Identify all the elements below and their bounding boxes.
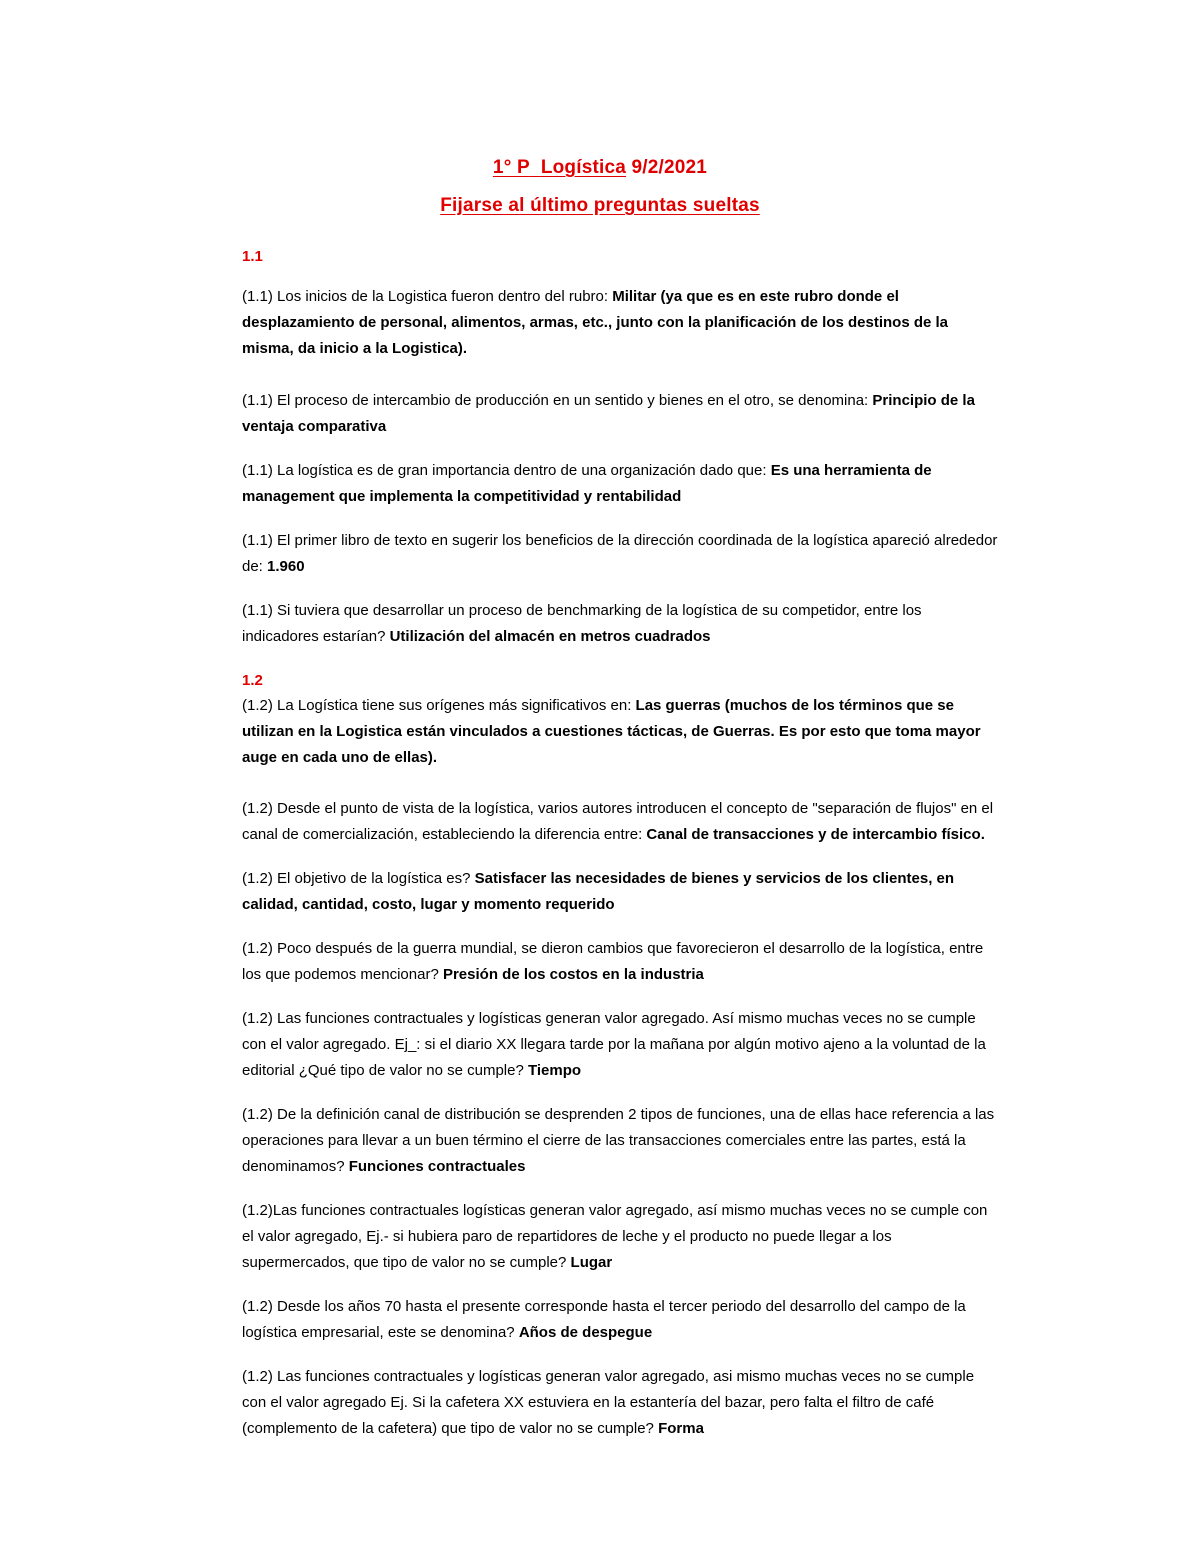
- answer-text: Utilización del almacén en metros cuadrados: [389, 628, 711, 645]
- question-item: (1.1) La logística es de gran importancia dentro de una organización dado que: Es una herramienta de management que implementa la competitividad y rentabilidad: [242, 462, 932, 505]
- question-item: (1.2)Las funciones contractuales logísticas generan valor agregado, así mismo muchas veces no se cumple con el valor agregado, Ej.- si hubiera paro de repartidores de leche y el producto no puede llegar a los supermercados, que tipo de valor no se cumple? Lugar: [242, 1202, 988, 1271]
- answer-text: Funciones contractuales: [348, 1158, 526, 1175]
- answer-text: Presión de los costos en la industria: [442, 966, 704, 983]
- section-heading: 1.1: [242, 248, 263, 265]
- question-item: (1.2) Desde el punto de vista de la logística, varios autores introducen el concepto de "separación de flujos" en el canal de comercialización, estableciendo la diferencia entre: Canal de transacciones y de intercambio físico.: [242, 800, 994, 843]
- answer-text: Tiempo: [528, 1062, 582, 1079]
- date-label: 9/2/2021: [631, 157, 708, 178]
- answer-text: Lugar: [570, 1254, 613, 1271]
- answer-text: Años de despegue: [518, 1324, 653, 1341]
- answer-text: Satisfacer las necesidades de bienes y servicios de los clientes, en calidad, cantidad, costo, lugar y momento requerido: [242, 870, 955, 913]
- question-item: (1.2) Poco después de la guerra mundial, se dieron cambios que favorecieron el desarrollo de la logística, entre los que podemos mencionar? Presión de los costos en la industria: [242, 940, 984, 983]
- question-item: (1.2) De la definición canal de distribución se desprenden 2 tipos de funciones, una de ellas hace referencia a las operaciones para llevar a un buen término el cierre de las transacciones comerciales entre las partes, está la denominamos? Funciones contractuales: [242, 1106, 995, 1175]
- answer-text: Las guerras (muchos de los términos que se utilizan en la Logistica están vinculados a cuestiones tácticas, de Guerras. Es por esto que toma mayor auge en cada uno de ellas).: [242, 697, 981, 766]
- answer-text: Militar (ya que es en este rubro donde el desplazamiento de personal, alimentos, armas, etc., junto con la planificación de los destinos de la misma, da inicio a la Logistica).: [242, 288, 949, 357]
- course-label: 1° P: [492, 157, 530, 178]
- answer-text: Forma: [658, 1420, 704, 1437]
- answer-text: 1.960: [267, 558, 305, 575]
- document-title: [0, 157, 1200, 179]
- question-item: (1.1) Si tuviera que desarrollar un proceso de benchmarking de la logística de su competidor, entre los indicadores estarían? Utilización del almacén en metros cuadrados: [242, 602, 922, 645]
- subject-label: Logística: [540, 157, 627, 178]
- section-heading: 1.2: [242, 672, 263, 689]
- question-item: (1.1) El primer libro de texto en sugerir los beneficios de la dirección coordinada de la logística apareció alrededor de: 1.960: [242, 532, 998, 575]
- question-item: (1.2) Las funciones contractuales y logísticas generan valor agregado, asi mismo muchas veces no se cumple con el valor agregado Ej. Si la cafetera XX estuviera en la estantería del bazar, pero falta el filtro de café (complemento de la cafetera) que tipo de valor no se cumple? Forma: [242, 1368, 975, 1437]
- question-item: (1.1) Los inicios de la Logistica fueron dentro del rubro: Militar (ya que es en este rubro donde el desplazamiento de personal, alimentos, armas, etc., junto con la planificación de los destinos de la misma, da inicio a la Logistica).: [242, 288, 949, 357]
- question-item: (1.2) La Logística tiene sus orígenes más significativos en: Las guerras (muchos de los términos que se utilizan en la Logistica están vinculados a cuestiones tácticas, de Guerras. Es por esto que toma mayor auge en cada uno de ellas).: [242, 697, 981, 766]
- question-item: (1.2) Las funciones contractuales y logísticas generan valor agregado. Así mismo muchas veces no se cumple con el valor agregado. Ej_: si el diario XX llegara tarde por la mañana por algún motivo ajeno a la voluntad de la editorial ¿Qué tipo de valor no se cumple? Tiempo: [242, 1010, 986, 1079]
- question-list: [242, 244, 1002, 1442]
- question-item: (1.2) Desde los años 70 hasta el presente corresponde hasta el tercer periodo del desarrollo del campo de la logística empresarial, este se denomina? Años de despegue: [242, 1298, 966, 1341]
- question-item: (1.1) El proceso de intercambio de producción en un sentido y bienes en el otro, se denomina: Principio de la ventaja comparativa: [242, 392, 975, 435]
- question-item: (1.2) El objetivo de la logística es? Satisfacer las necesidades de bienes y servicios de los clientes, en calidad, cantidad, costo, lugar y momento requerido: [242, 870, 955, 913]
- document-subtitle: Fijarse al último preguntas sueltas: [440, 195, 760, 216]
- answer-text: Es una herramienta de management que implementa la competitividad y rentabilidad: [242, 462, 932, 505]
- answer-text: Canal de transacciones y de intercambio físico.: [646, 826, 985, 843]
- answer-text: Principio de la ventaja comparativa: [242, 392, 975, 435]
